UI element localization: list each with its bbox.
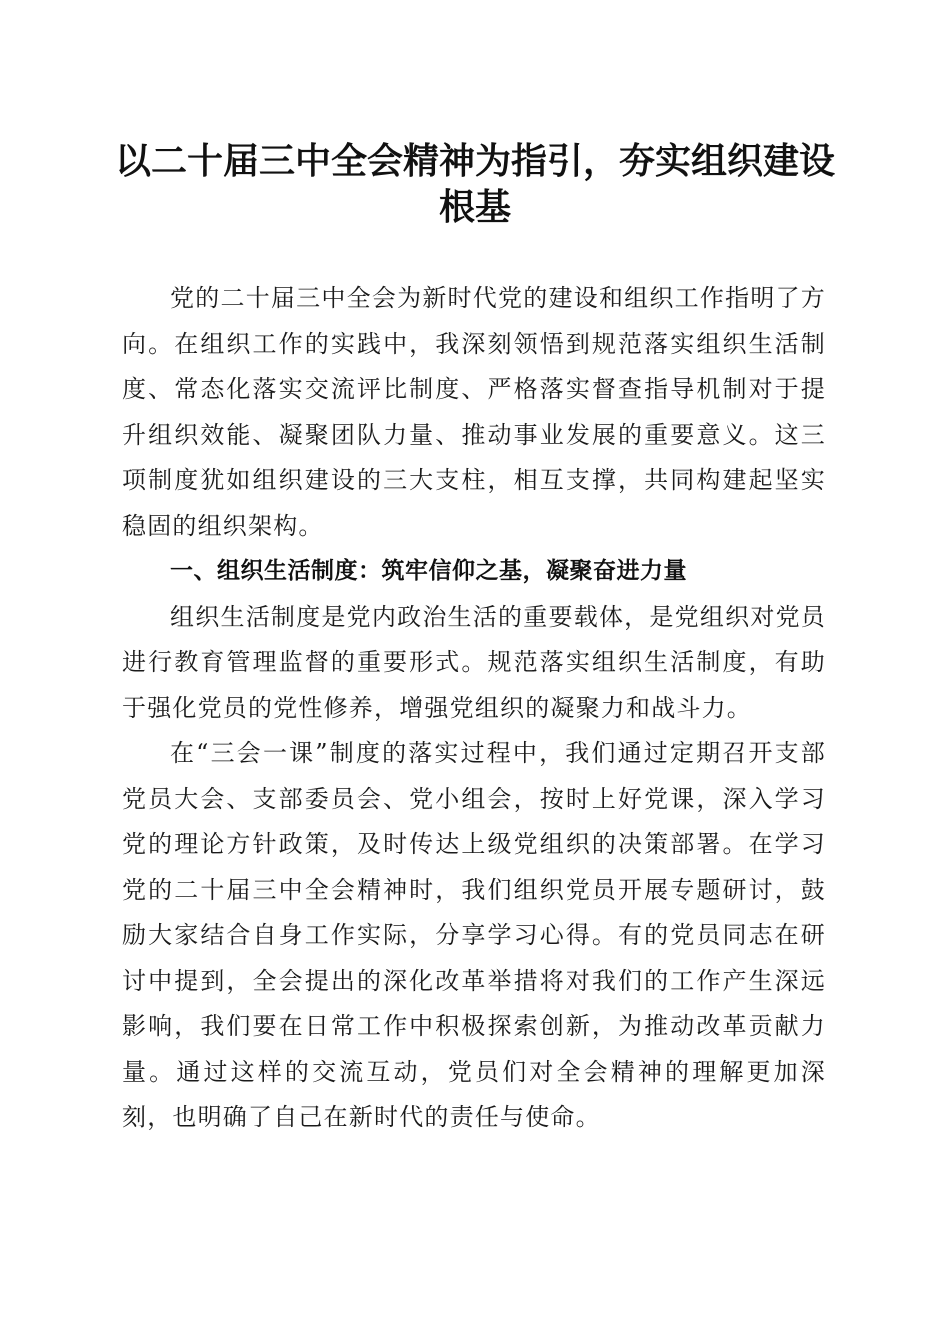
intro-paragraph: 党的二十届三中全会为新时代党的建设和组织工作指明了方向。在组织工作的实践中，我深刻领悟到规范落实组织生活制度、常态化落实交流评比制度、严格落实督查指导机制对于提升组织效能、凝聚团队力量、推动事业发展的重要意义。这三项制度犹如组织建设的三大支柱，相互支撑，共同构建起坚实稳固的组织架构。 [122,284,826,540]
section-1-paragraph-2: 在“三会一课”制度的落实过程中，我们通过定期召开支部党员大会、支部委员会、党小组会，按时上好党课，深入学习党的理论方针政策，及时传达上级党组织的决策部署。在学习党的二十届三中全会精神时，我们组织党员开展专题研讨，鼓励大家结合自身工作实际，分享学习心得。有的党员同志在研讨中提到，全会提出的深化改革举措将对我们的工作产生深远影响，我们要在日常工作中积极探索创新，为推动改革贡献力量。通过这样的交流互动，党员们对全会精神的理解更加深刻，也明确了自己在新时代的责任与使命。 [122,739,826,1131]
document-body [122,276,826,1141]
section-heading-1: 一、组织生活制度：筑牢信仰之基，凝聚奋进力量 [170,558,687,584]
section-1-paragraph-1: 组织生活制度是党内政治生活的重要载体，是党组织对党员进行教育管理监督的重要形式。规范落实组织生活制度，有助于强化党员的党性修养，增强党组织的凝聚力和战斗力。 [122,602,826,722]
document-title: 以二十届三中全会精神为指引，夯实组织建设根基 [114,140,835,228]
